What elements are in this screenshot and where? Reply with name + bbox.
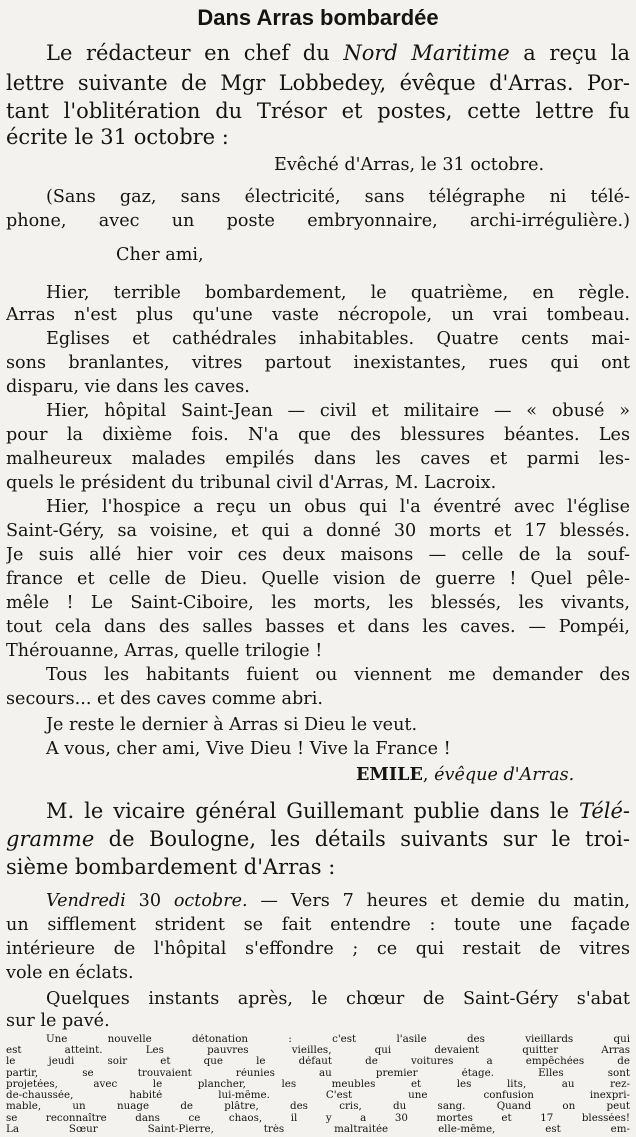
text-line: Thérouanne, Arras, quelle trilogie !	[6, 641, 323, 661]
text-line: Le rédacteur en chef du Nord Maritime a reçu la	[46, 41, 630, 65]
text-line: Quelques instants après, le chœur de Saint-Géry s'abat	[46, 989, 630, 1009]
letter-dateline: Evêché d'Arras, le 31 octobre.	[274, 155, 545, 175]
text-line: (Sans gaz, sans électricité, sans télégraphe ni télé-	[46, 187, 630, 207]
text-line: phone, avec un poste embryonnaire, archi-irrégulière.)	[6, 211, 630, 231]
text-line: de-chaussée, habité lui-même. C'est une confusion inexpri-	[6, 1090, 630, 1102]
text-line: malheureux malades empilés dans les caves et parmi les-	[6, 449, 630, 469]
text-line: vole en éclats.	[6, 963, 134, 983]
text-line: se reconnaître dans ce chaos, il y a 30 mortes et 17 blessées!	[6, 1112, 630, 1124]
text-line: lettre suivante de Mgr Lobbedey, évêque d'Arras. Por-	[6, 71, 630, 95]
text-line: sur le pavé.	[6, 1011, 110, 1031]
text-line: intérieure de l'hôpital s'effondre ; ce qui restait de vitres	[6, 939, 630, 959]
text-line: mêle ! Le Saint-Ciboire, les morts, les blessés, les vivants,	[6, 593, 630, 613]
text-line: Tous les habitants fuient ou viennent me demander des	[46, 665, 630, 685]
text-line: le jeudi soir et que le défaut de voitures a empêchées de	[6, 1056, 630, 1068]
text-line: sons branlantes, vitres partout inexistantes, rues qui ont	[6, 353, 630, 373]
text-line: france et celle de Dieu. Quelle vision de guerre ! Quel pêle-	[6, 569, 630, 589]
letter-signature: EMILE, évêque d'Arras.	[356, 764, 575, 785]
text-line: sième bombardement d'Arras :	[6, 855, 336, 879]
text-line: Une nouvelle détonation : c'est l'asile des vieillards qui	[46, 1034, 630, 1045]
text-line: disparu, vie dans les caves.	[6, 377, 250, 397]
text-line: La Sœur Saint-Pierre, très maltraitée elle-même, est em-	[6, 1123, 630, 1135]
text-line: Je suis allé hier voir ces deux maisons — celle de la souf-	[6, 545, 630, 565]
article-title: Dans Arras bombardée	[197, 5, 439, 30]
text-line: Je reste le dernier à Arras si Dieu le veut.	[46, 715, 418, 735]
letter-salutation: Cher ami,	[116, 245, 204, 265]
text-line: projetées, avec le plancher, les meubles et les lits, au rez-	[6, 1078, 630, 1090]
text-line: mable, un nuage de plâtre, des cris, du sang. Quand on peut	[6, 1101, 630, 1113]
text-line: pour la dixième fois. N'a que des blessures béantes. Les	[6, 425, 630, 445]
text-line: Arras n'est plus qu'une vaste nécropole, un vrai tombeau.	[6, 305, 630, 325]
text-line: gramme de Boulogne, les détails suivants sur le troi-	[6, 827, 630, 851]
text-line: un sifflement strident se fait entendre : toute une façade	[6, 915, 630, 935]
text-line: Hier, hôpital Saint-Jean — civil et militaire — « obusé »	[46, 401, 630, 421]
text-line: Vendredi 30 octobre. — Vers 7 heures et demie du matin,	[46, 891, 630, 911]
text-line: tout cela dans des salles basses et dans les caves. — Pompéi,	[6, 617, 630, 637]
text-line: partir, se trouvaient réunies au premier étage. Elles sont	[6, 1067, 630, 1079]
text-line: est atteint. Les pauvres vieilles, qui devaient quitter Arras	[6, 1045, 630, 1057]
text-line: A vous, cher ami, Vive Dieu ! Vive la France !	[46, 739, 451, 759]
text-line: Eglises et cathédrales inhabitables. Quatre cents mai-	[46, 329, 630, 349]
text-line: écrite le 31 octobre :	[6, 125, 229, 149]
text-line: Hier, l'hospice a reçu un obus qui l'a éventré avec l'église	[46, 497, 630, 517]
text-line: M. le vicaire général Guillemant publie dans le Télé-	[46, 799, 630, 823]
text-line: quels le président du tribunal civil d'Arras, M. Lacroix.	[6, 473, 497, 493]
text-line: secours... et des caves comme abri.	[6, 689, 323, 709]
text-line: tant l'oblitération du Trésor et postes, cette lettre fu	[6, 99, 630, 123]
text-line: Saint-Géry, sa voisine, et qui a donné 30 morts et 17 blessés.	[6, 521, 630, 541]
text-line: Hier, terrible bombardement, le quatrième, en règle.	[46, 283, 630, 303]
